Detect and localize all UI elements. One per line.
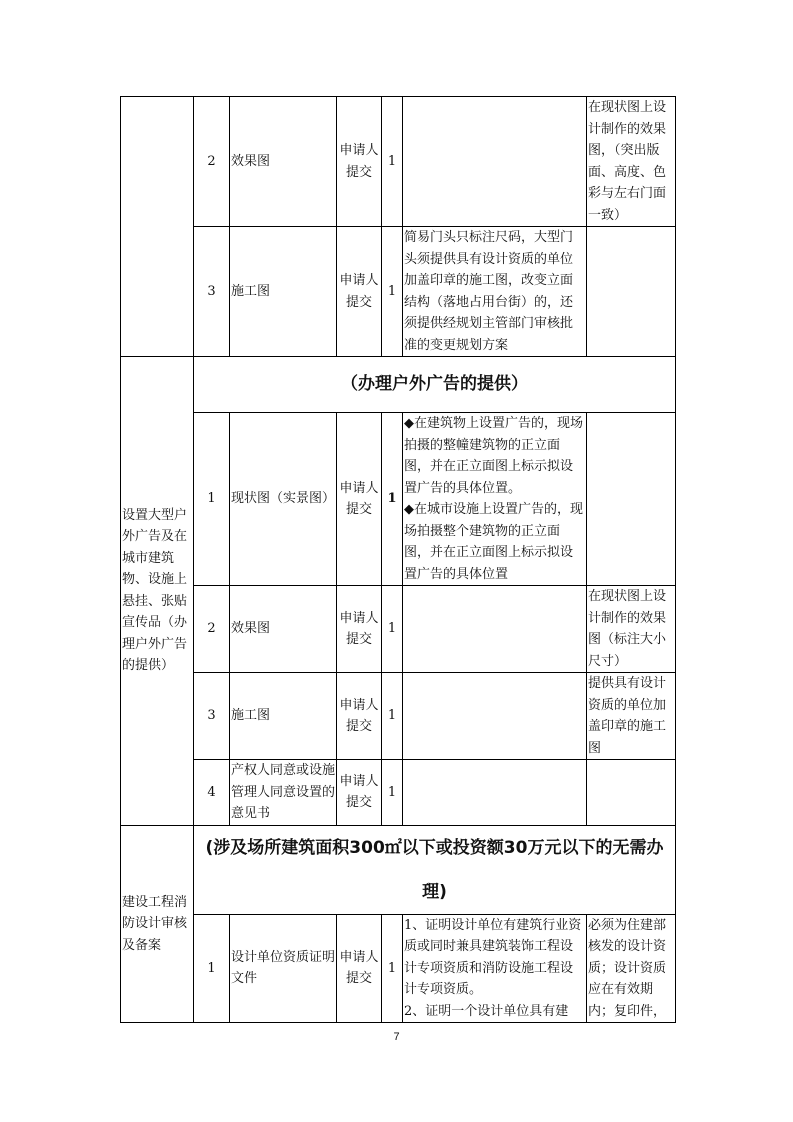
copy-count: 1 [382, 914, 403, 1023]
material-name: 产权人同意或设施管理人同意设置的意见书 [230, 760, 337, 826]
table-row [121, 760, 676, 826]
submitter: 申请人提交 [337, 673, 382, 760]
submitter: 申请人提交 [337, 914, 382, 1023]
copy-count: 1 [382, 97, 403, 227]
table-row [121, 227, 676, 357]
material-name: 施工图 [230, 673, 337, 760]
submitter: 申请人提交 [337, 413, 382, 586]
copy-count: 1 [382, 227, 403, 357]
requirement [403, 673, 587, 760]
material-name: 设计单位资质证明文件 [230, 914, 337, 1023]
copy-count: 1 [382, 586, 403, 673]
requirement: 简易门头只标注尺码，大型门头须提供具有设计资质的单位加盖印章的施工图，改变立面结构（落地占用台街）的，还须提供经规划主管部门审核批准的变更规划方案 [403, 227, 587, 357]
note: 在现状图上设计制作的效果图（标注大小尺寸） [587, 586, 676, 673]
section-heading-row [121, 825, 676, 914]
table-row [121, 673, 676, 760]
requirement [403, 760, 587, 826]
row-number: 3 [194, 227, 230, 357]
row-number: 2 [194, 586, 230, 673]
row-number: 4 [194, 760, 230, 826]
note [587, 413, 676, 586]
submitter: 申请人提交 [337, 97, 382, 227]
requirement [403, 97, 587, 227]
requirement: ◆在建筑物上设置广告的，现场拍摄的整幢建筑物的正立面图，并在正立面图上标示拟设置广告的具体位置。 ◆在城市设施上设置广告的，现场拍摄整个建筑物的正立面图，并在正立面图上标示拟设置广告的具体位置 [403, 413, 587, 586]
table-row [121, 586, 676, 673]
row-number: 3 [194, 673, 230, 760]
table-row [121, 97, 676, 227]
item-cell-continued [121, 97, 194, 357]
material-name: 效果图 [230, 97, 337, 227]
item-name: 建设工程消防设计审核及备案 [121, 825, 194, 1023]
row-number: 2 [194, 97, 230, 227]
note: 提供具有设计资质的单位加盖印章的施工图 [587, 673, 676, 760]
note: 必须为住建部核发的设计资质；设计资质应在有效期内；复印件， [587, 914, 676, 1023]
requirement: 1、证明设计单位有建筑行业资质或同时兼具建筑装饰工程设计专项资质和消防设施工程设计专项资质。 2、证明一个设计单位具有建 [403, 914, 587, 1023]
section-heading: (涉及场所建筑面积300㎡以下或投资额30万元以下的无需办理) [194, 825, 676, 914]
material-name: 效果图 [230, 586, 337, 673]
material-name: 现状图（实景图） [230, 413, 337, 586]
note [587, 760, 676, 826]
copy-count: 1 [382, 760, 403, 826]
table-row [121, 413, 676, 586]
note [587, 227, 676, 357]
submitter: 申请人提交 [337, 760, 382, 826]
requirement [403, 586, 587, 673]
copy-count: 1 [382, 673, 403, 760]
submitter: 申请人提交 [337, 586, 382, 673]
submitter: 申请人提交 [337, 227, 382, 357]
materials-table [120, 96, 676, 1023]
row-number: 1 [194, 413, 230, 586]
section-heading-row [121, 357, 676, 413]
item-name: 设置大型户外广告及在城市建筑物、设施上悬挂、张贴宣传品（办理户外广告的提供） [121, 357, 194, 826]
note: 在现状图上设计制作的效果图，（突出版面、高度、色彩与左右门面一致） [587, 97, 676, 227]
section-heading: （办理户外广告的提供） [194, 357, 676, 413]
row-number: 1 [194, 914, 230, 1023]
page-number: 7 [393, 1031, 400, 1043]
table-row [121, 914, 676, 1023]
copy-count: 1 [382, 413, 403, 586]
material-name: 施工图 [230, 227, 337, 357]
